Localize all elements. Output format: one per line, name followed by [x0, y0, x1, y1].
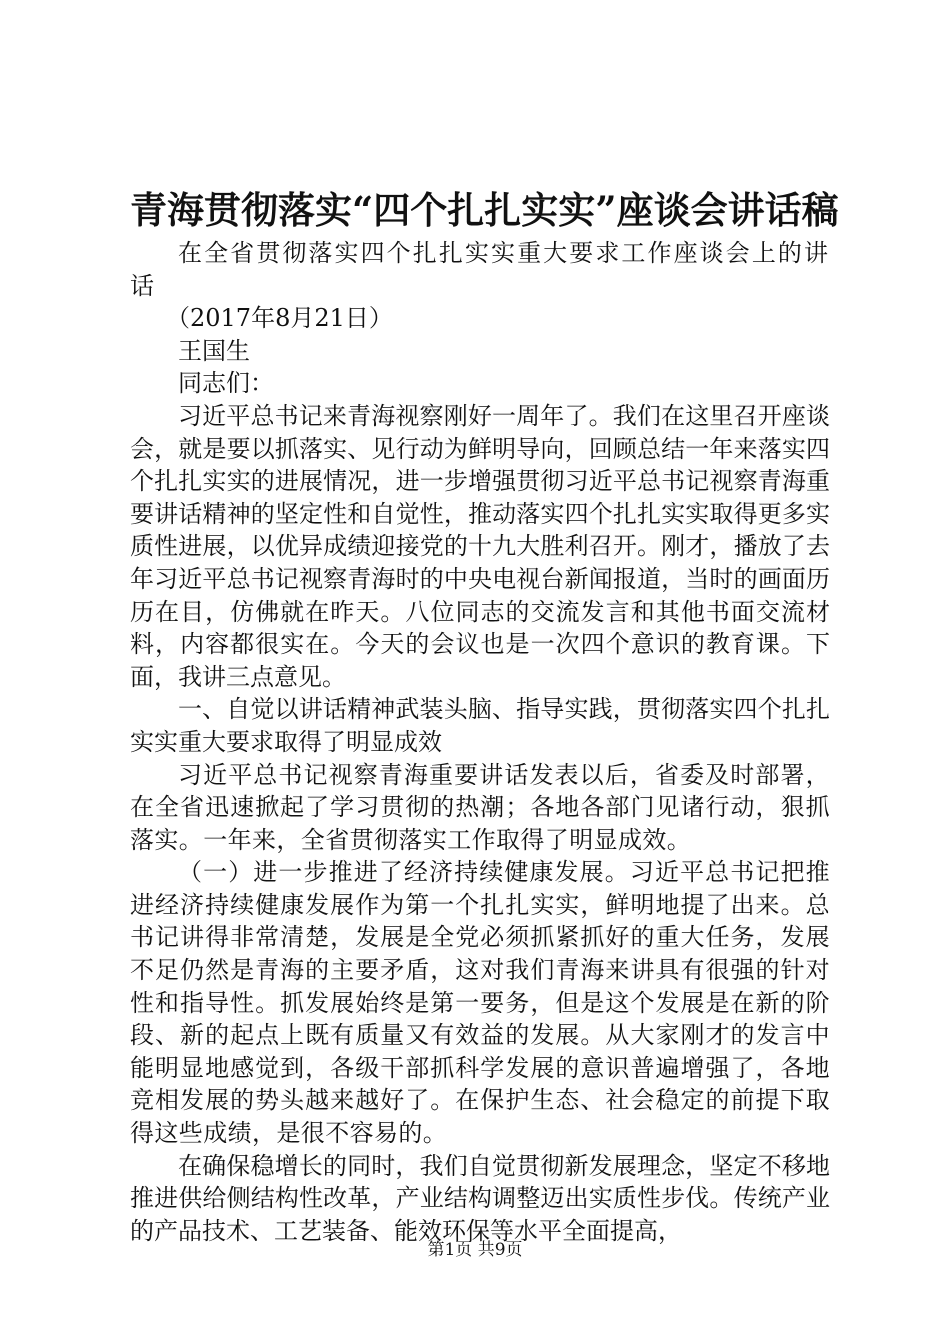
paragraph: 在确保稳增长的同时，我们自觉贯彻新发展理念，坚定不移地推进供给侧结构性改革，产业结构调整迈出实质性步伐。传统产业的产品技术、工艺装备、能效环保等水平全面提高， — [130, 1151, 830, 1245]
document-subtitle: 在全省贯彻落实四个扎扎实实重大要求工作座谈会上的讲话 — [130, 239, 830, 300]
document-body — [130, 237, 830, 1247]
paragraph: （一）进一步推进了经济持续健康发展。习近平总书记把推进经济持续健康发展作为第一个扎扎实实，鲜明地提了出来。总书记讲得非常清楚，发展是全党必须抓紧抓好的重大任务，发展不足仍然是青海的主要矛盾，这对我们青海来讲具有很强的针对性和指导性。抓发展始终是第一要务，但是这个发展是在新的阶段、新的起点上既有质量又有效益的发展。从大家刚才的发言中能明显地感觉到，各级干部抓科学发展的意识普遍增强了，各地竞相发展的势头越来越好了。在保护生态、社会稳定的前提下取得这些成绩，是很不容易的。 — [130, 858, 830, 1148]
speech-date: （2017年8月21日） — [166, 304, 393, 333]
paragraph: 习近平总书记来青海视察刚好一周年了。我们在这里召开座谈会，就是要以抓落实、见行动为鲜明导向，回顾总结一年来落实四个扎扎实实的进展情况，进一步增强贯彻习近平总书记视察青海重要讲话精神的坚定性和自觉性，推动落实四个扎扎实实取得更多实质性进展，以优异成绩迎接党的十九大胜利召开。刚才，播放了去年习近平总书记视察青海时的中央电视台新闻报道，当时的画面历历在目，仿佛就在昨天。八位同志的交流发言和其他书面交流材料，内容都很实在。今天的会议也是一次四个意识的教育课。下面，我讲三点意见。 — [130, 401, 830, 691]
paragraph: 习近平总书记视察青海重要讲话发表以后，省委及时部署，在全省迅速掀起了学习贯彻的热潮；各地各部门见诸行动，狠抓落实。一年来，全省贯彻落实工作取得了明显成效。 — [130, 760, 830, 854]
page-number: 第1页 共9页 — [427, 1240, 523, 1260]
section-heading: 一、自觉以讲话精神武装头脑、指导实践，贯彻落实四个扎扎实实重大要求取得了明显成效 — [130, 695, 830, 756]
salutation: 同志们： — [178, 369, 274, 398]
document-title: 青海贯彻落实“四个扎扎实实”座谈会讲话稿 — [130, 188, 839, 232]
speaker-name: 王国生 — [178, 336, 250, 365]
